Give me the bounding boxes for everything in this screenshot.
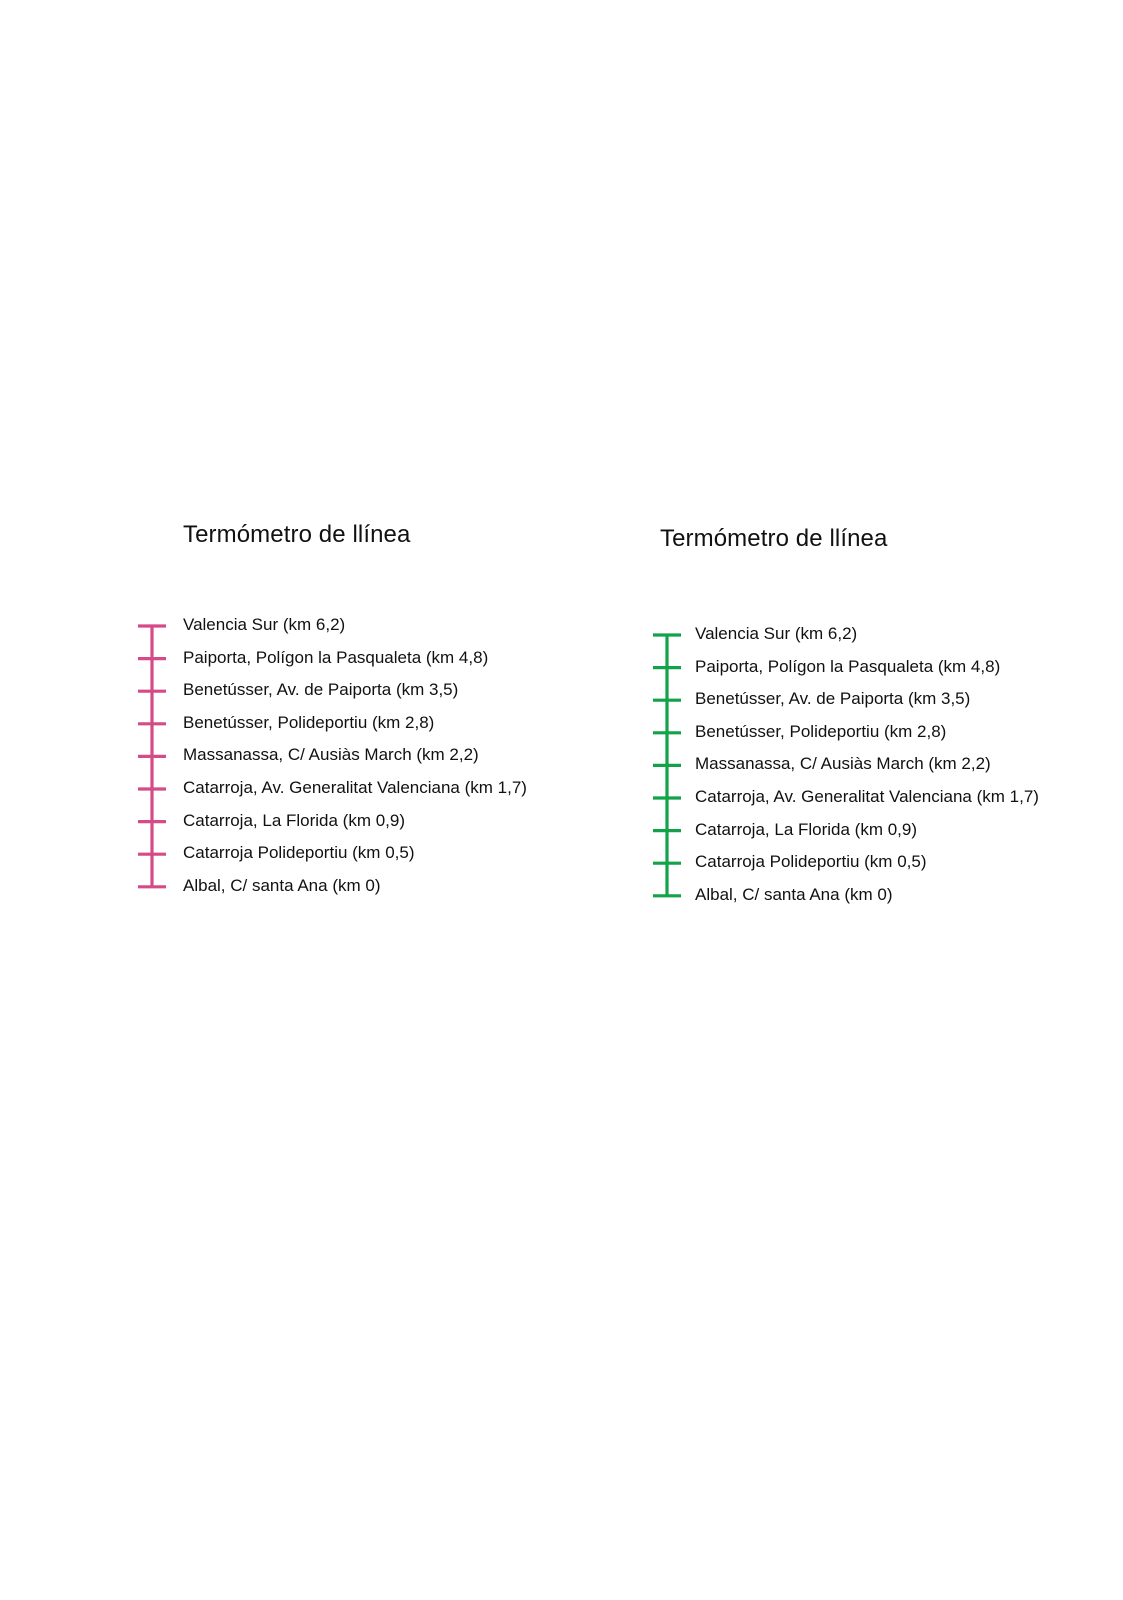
- stop-label: Catarroja, La Florida (km 0,9): [183, 810, 406, 830]
- diagram-title: Termómetro de llínea: [183, 521, 411, 548]
- stop-label: Benetússer, Polideportiu (km 2,8): [695, 721, 947, 741]
- stop-label: Catarroja Polideportiu (km 0,5): [183, 843, 415, 863]
- stop-label: Massanassa, C/ Ausiàs March (km 2,2): [183, 745, 479, 765]
- stop-label: Catarroja, La Florida (km 0,9): [695, 819, 918, 839]
- stop-label: Catarroja Polideportiu (km 0,5): [695, 852, 927, 872]
- stop-label: Albal, C/ santa Ana (km 0): [695, 884, 893, 904]
- stop-label: Paiporta, Polígon la Pasqualeta (km 4,8): [695, 656, 1001, 676]
- stop-label: Valencia Sur (km 6,2): [695, 624, 858, 643]
- stop-label: Valencia Sur (km 6,2): [183, 615, 346, 634]
- stop-label: Benetússer, Av. de Paiporta (km 3,5): [695, 689, 971, 709]
- stop-label: Paiporta, Polígon la Pasqualeta (km 4,8): [183, 647, 489, 667]
- diagram-title: Termómetro de llínea: [660, 525, 888, 552]
- stop-label: Catarroja, Av. Generalitat Valenciana (km 1,7): [695, 787, 1039, 806]
- stop-label: Albal, C/ santa Ana (km 0): [183, 875, 381, 895]
- stop-label: Benetússer, Av. de Paiporta (km 3,5): [183, 680, 459, 700]
- stop-label: Massanassa, C/ Ausiàs March (km 2,2): [695, 754, 991, 774]
- stop-label: Catarroja, Av. Generalitat Valenciana (km 1,7): [183, 778, 527, 797]
- stop-label: Benetússer, Polideportiu (km 2,8): [183, 712, 435, 732]
